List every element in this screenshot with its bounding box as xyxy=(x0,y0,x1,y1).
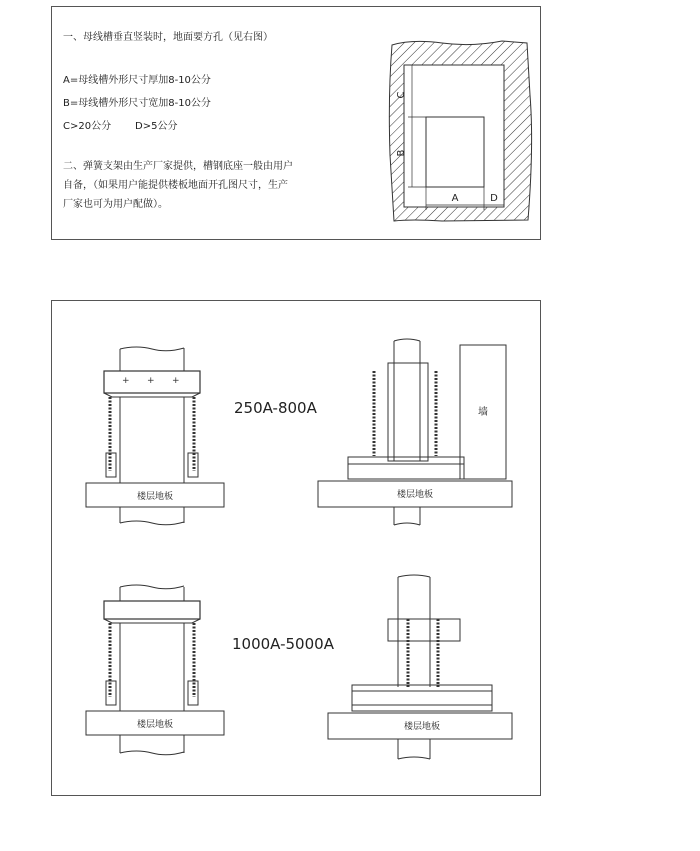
note-spring-bracket: 二、弹簧支架由生产厂家提供，槽钢底座一般由用户 xyxy=(63,161,293,172)
floor-label-3: 楼层地板 xyxy=(136,720,174,730)
note-spring-bracket-3: 厂家也可为用户配做）。 xyxy=(63,199,168,210)
svg-text:+: + xyxy=(147,376,155,386)
range-label-small: 250A-800A xyxy=(234,399,317,417)
floor-opening-diagram xyxy=(382,35,542,225)
svg-text:+: + xyxy=(172,376,180,386)
installation-drawings xyxy=(52,301,540,795)
note-vertical-install: 一、母线槽垂直竖装时，地面要方孔（见右图） xyxy=(63,32,273,43)
opening-outline xyxy=(404,65,504,207)
label-a: A xyxy=(451,193,459,204)
label-c: C xyxy=(396,91,407,99)
note-dimension-c: C>20公分 xyxy=(63,121,112,132)
note-dimension-a: A=母线槽外形尺寸厚加8-10公分 xyxy=(63,75,211,86)
svg-text:+: + xyxy=(122,376,130,386)
note-dimension-b: B=母线槽外形尺寸宽加8-10公分 xyxy=(63,98,211,109)
floor-label-4: 楼层地板 xyxy=(403,722,441,732)
range-label-large: 1000A-5000A xyxy=(232,635,334,653)
installation-figures-panel xyxy=(51,300,541,796)
note-spring-bracket-2: 自备，（如果用户能提供楼板地面开孔图尺寸，生产 xyxy=(63,180,288,191)
opening-notes-panel xyxy=(51,6,541,240)
floor-label-1: 楼层地板 xyxy=(136,492,174,502)
wall-label: 墙 xyxy=(478,407,488,418)
label-d: D xyxy=(490,193,498,204)
floor-label-2: 楼层地板 xyxy=(396,490,434,500)
label-b: B xyxy=(396,149,407,157)
note-dimension-d: D>5公分 xyxy=(135,121,178,132)
